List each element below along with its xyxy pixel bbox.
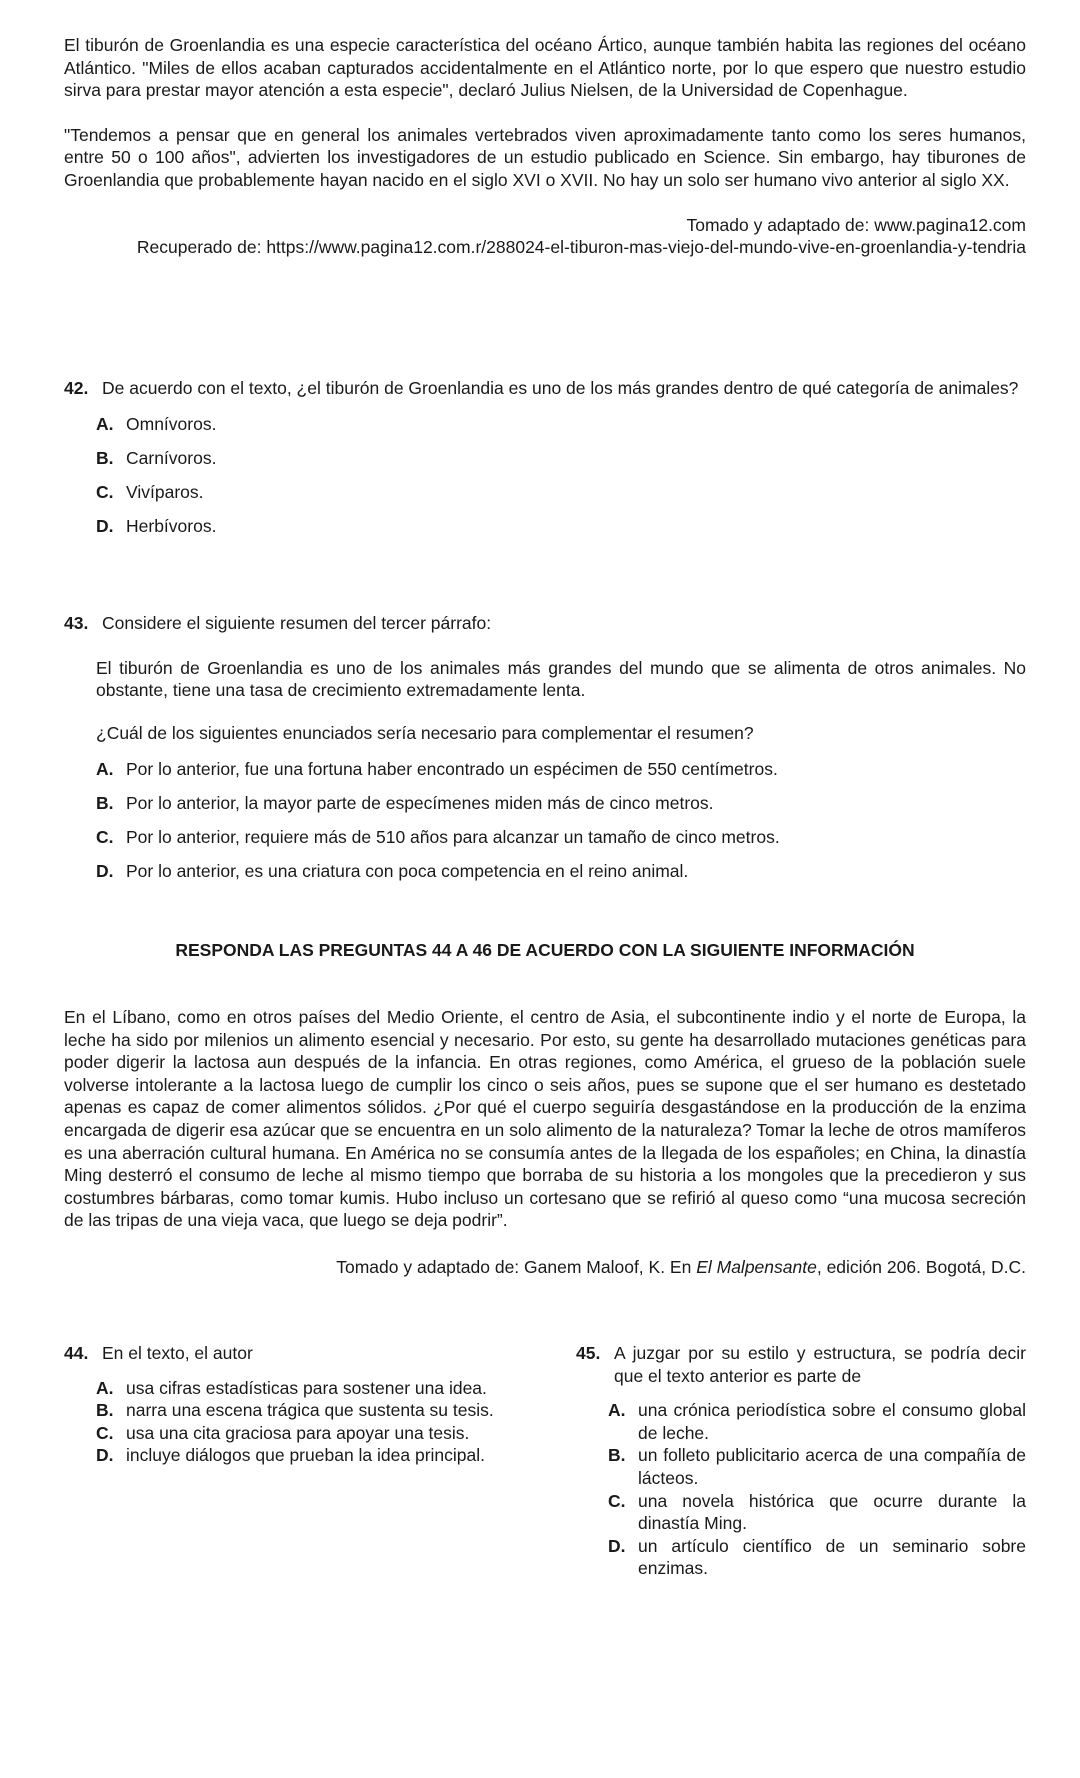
option-b[interactable] [96,786,1026,820]
option-letter: C. [96,827,114,848]
option-letter: A. [96,759,114,780]
question-45 [576,1342,1026,1580]
question-42 [64,377,1026,544]
option-text: Omnívoros. [126,414,217,435]
summary-text: El tiburón de Groenlandia es uno de los animales más grandes del mundo que se alimenta de otros animales. No obstante, tiene una tasa de crecimiento extremadamente lenta. [96,657,1026,701]
option-a[interactable] [96,752,1026,786]
option-a[interactable] [96,408,1026,442]
option-letter: D. [608,1535,626,1556]
option-b[interactable] [608,1444,1026,1489]
paragraph: En el Líbano, como en otros países del Medio Oriente, el centro de Asia, el subcontinente indio y el norte de Europa, la leche ha sido por milenios un alimento esencial y necesario. Por esto, su gente ha desarrollado mutaciones genéticas para poder digerir la lactosa aun después de la infancia. En otras regiones, como América, el grueso de la población suele volverse intolerante a la lactosa luego de cumplir los cinco o seis años, pues se supone que el ser humano es destetado apenas es capaz de comer alimentos sólidos. ¿Por qué el cuerpo seguiría desgastándose en la producción de la enzima encargada de digerir esa azúcar que se encuentra en un solo alimento de la naturaleza? Tomar la leche de otros mamíferos es una aberración cultural humana. En América no se consumía antes de la llegada de los españoles; en China, la dinastía Ming desterró el consumo de leche al mismo tiempo que borraba de su historia a los mongoles que la precedieron y sus costumbres bárbaras, como tomar kumis. Hubo incluso un cortesano que se refirió al queso como “una mucosa secreción de las tripas de una vieja vaca, que luego se deja podrir”. [64,1007,1026,1231]
question-text: De acuerdo con el texto, ¿el tiburón de Groenlandia es uno de los más grandes dentro de qué categoría de animales? [102,378,1019,398]
option-b[interactable] [96,1399,512,1422]
option-letter: B. [608,1445,626,1466]
option-letter: D. [96,516,114,537]
question-number: 43. [64,613,89,633]
option-text: un folleto publicitario acerca de una compañía de lácteos. [638,1445,1026,1488]
question-text: Considere el siguiente resumen del tercer párrafo: [102,613,492,633]
question-43 [64,612,1026,888]
question-prompt: ¿Cuál de los siguientes enunciados sería necesario para complementar el resumen? [96,722,754,743]
option-text: una crónica periodística sobre el consumo global de leche. [638,1400,1026,1443]
source-title: El Malpensante [696,1256,817,1277]
source-post: , edición 206. Bogotá, D.C. [816,1256,1026,1277]
option-a[interactable] [96,1377,512,1400]
question-44 [64,1342,512,1467]
option-letter: D. [96,1445,114,1466]
source-citation [64,1256,1026,1279]
option-letter: B. [96,793,114,814]
source-pre: Tomado y adaptado de: Ganem Maloof, K. En [336,1256,697,1277]
source-url: Recuperado de: https://www.pagina12.com.r/288024-el-tiburon-mas-viejo-del-mundo-vive-en-groenlandia-y-tendria [136,237,1026,258]
option-letter: B. [96,448,114,469]
section-heading: RESPONDA LAS PREGUNTAS 44 A 46 DE ACUERDO CON LA SIGUIENTE INFORMACIÓN [175,940,915,960]
option-letter: C. [96,1422,114,1443]
option-text: narra una escena trágica que sustenta su tesis. [126,1400,494,1421]
option-d[interactable] [96,510,1026,544]
option-letter: A. [96,414,114,435]
option-text: usa cifras estadísticas para sostener una idea. [126,1377,487,1398]
option-letter: A. [608,1400,626,1421]
option-c[interactable] [608,1490,1026,1535]
option-letter: D. [96,861,114,882]
option-text: una novela histórica que ocurre durante la dinastía Ming. [638,1490,1026,1534]
question-number: 44. [64,1343,89,1363]
question-text: En el texto, el autor [102,1343,253,1363]
option-text: Por lo anterior, requiere más de 510 años para alcanzar un tamaño de cinco metros. [126,827,780,848]
option-a[interactable] [608,1399,1026,1444]
option-letter: C. [608,1490,626,1511]
option-b[interactable] [96,442,1026,476]
option-text: incluye diálogos que prueban la idea principal. [126,1445,485,1466]
option-text: Por lo anterior, la mayor parte de especímenes miden más de cinco metros. [126,793,714,814]
option-letter: B. [96,1400,114,1421]
option-c[interactable] [96,820,1026,854]
option-text: un artículo científico de un seminario sobre enzimas. [638,1535,1026,1579]
option-d[interactable] [96,1444,512,1467]
question-number: 45. [576,1343,601,1363]
source-citation: Tomado y adaptado de: www.pagina12.com [686,214,1026,235]
option-c[interactable] [96,1422,512,1445]
option-text: Herbívoros. [126,516,217,537]
option-letter: A. [96,1377,114,1398]
option-text: Por lo anterior, fue una fortuna haber encontrado un espécimen de 550 centímetros. [126,759,778,780]
option-text: Por lo anterior, es una criatura con poca competencia en el reino animal. [126,861,689,882]
option-text: Carnívoros. [126,448,217,469]
option-d[interactable] [608,1535,1026,1580]
passage-1 [64,34,1026,259]
paragraph: El tiburón de Groenlandia es una especie característica del océano Ártico, aunque también habita las regiones del océano Atlántico. "Miles de ellos acaban capturados accidentalmente en el Atlántico norte, por lo que espero que nuestro estudio sirva para prestar mayor atención a esta especie", declaró Julius Nielsen, de la Universidad de Copenhague. [64,35,1026,101]
passage-2 [64,1006,1026,1279]
option-letter: C. [96,482,114,503]
option-text: usa una cita graciosa para apoyar una tesis. [126,1422,470,1443]
option-text: Vivíparos. [126,482,204,503]
option-c[interactable] [96,476,1026,510]
question-number: 42. [64,378,89,398]
paragraph: "Tendemos a pensar que en general los animales vertebrados viven aproximadamente tanto como los seres humanos, entre 50 o 100 años", advierten los investigadores de un estudio publicado en Science. Sin embargo, hay tiburones de Groenlandia que probablemente hayan nacido en el siglo XVI o XVII. No hay un solo ser humano vivo anterior al siglo XX. [64,124,1026,190]
question-text: A juzgar por su estilo y estructura, se podría decir que el texto anterior es parte de [614,1343,1026,1386]
option-d[interactable] [96,854,1026,888]
